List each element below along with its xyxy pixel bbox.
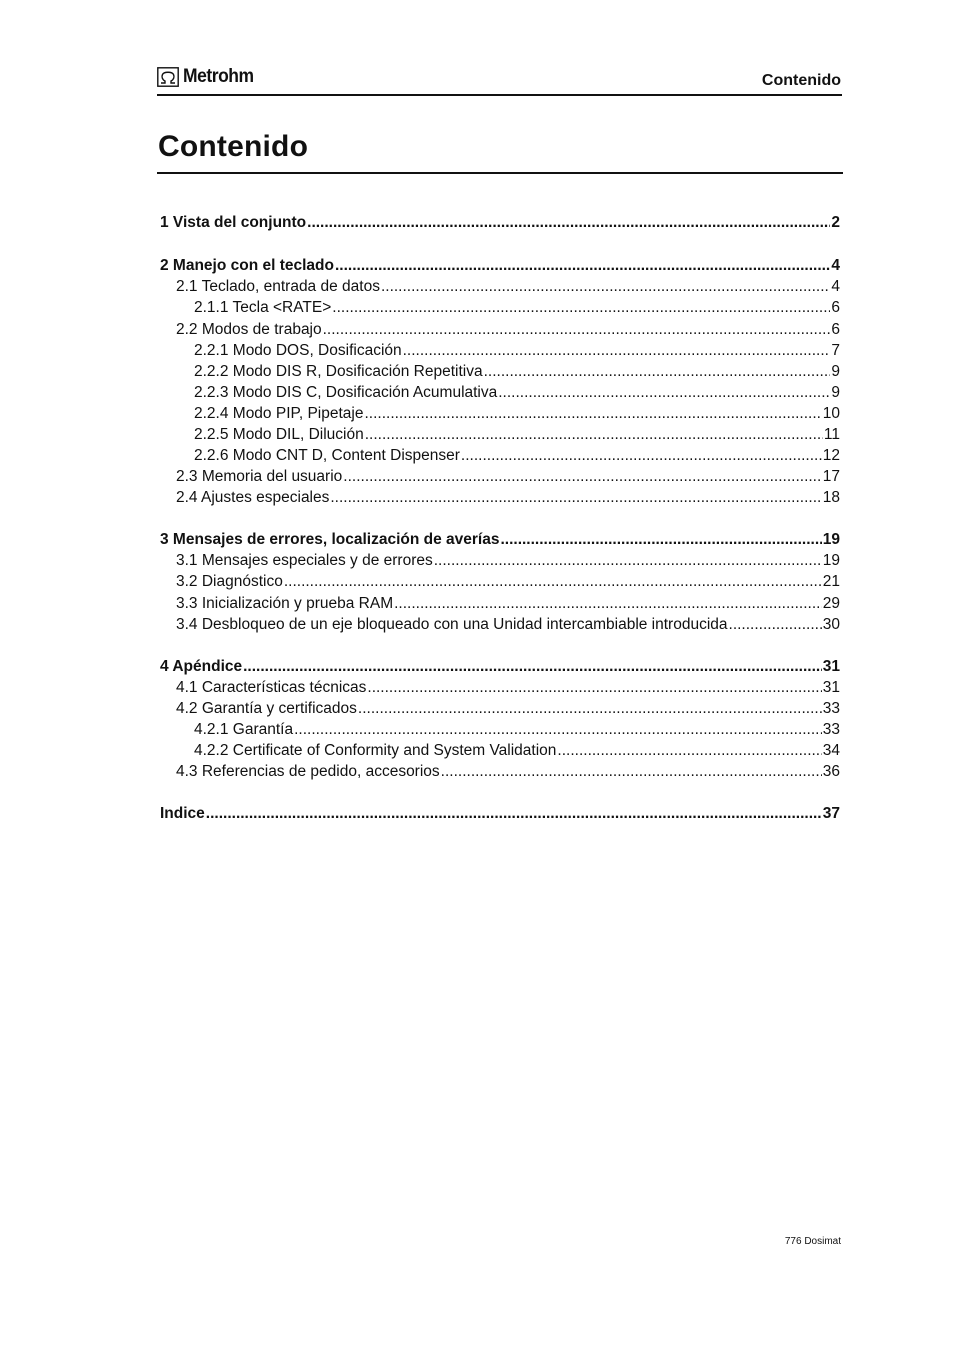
- toc-dot-leader: [335, 256, 830, 276]
- toc-entry[interactable]: [176, 762, 840, 782]
- page-header: [157, 64, 842, 96]
- toc-entry-label: 4.2.2 Certificate of Conformity and System Validation: [194, 742, 557, 759]
- toc-entry-label: 2.3 Memoria del usuario: [176, 468, 343, 485]
- toc-entry-label: 2.2.6 Modo CNT D, Content Dispenser: [194, 447, 460, 464]
- header-section-title: Contenido: [761, 72, 841, 89]
- toc-page-number: 31: [822, 658, 840, 675]
- toc-dot-leader: [365, 425, 823, 445]
- toc-entry[interactable]: [176, 678, 840, 698]
- toc-dot-leader: [381, 277, 830, 297]
- metrohm-logo: [157, 66, 260, 88]
- toc-dot-leader: [343, 467, 821, 487]
- toc-entry[interactable]: [194, 720, 840, 740]
- toc-entry[interactable]: [160, 256, 840, 276]
- toc-entry-label: 2.2.1 Modo DOS, Dosificación: [194, 342, 402, 359]
- toc-dot-leader: [330, 488, 821, 508]
- toc-page-number: 19: [822, 531, 840, 548]
- toc-page-number: 6: [831, 321, 840, 338]
- toc-dot-leader: [294, 720, 822, 740]
- toc-dot-leader: [364, 404, 821, 424]
- toc-page-number: 18: [822, 489, 840, 506]
- toc-dot-leader: [206, 804, 822, 824]
- toc-entry[interactable]: [194, 383, 840, 403]
- toc-page-number: 17: [822, 468, 840, 485]
- toc-page-number: 10: [822, 405, 840, 422]
- toc-page-number: 11: [823, 426, 840, 443]
- toc-entry-label: 4.2 Garantía y certificados: [176, 700, 357, 717]
- toc-entry-label: 2.2 Modos de trabajo: [176, 321, 322, 338]
- toc-page-number: 19: [822, 552, 840, 569]
- page-footer: 776 Dosimat: [784, 1236, 841, 1247]
- toc-entry[interactable]: [176, 277, 840, 297]
- toc-page-number: 9: [831, 384, 840, 401]
- toc-dot-leader: [434, 551, 822, 571]
- toc-entry-label: 4.3 Referencias de pedido, accesorios: [176, 763, 440, 780]
- toc-page-number: 12: [822, 447, 840, 464]
- toc-page-number: 2: [831, 214, 840, 231]
- toc-dot-leader: [498, 383, 830, 403]
- toc-entry-label: 3 Mensajes de errores, localización de averías: [160, 531, 500, 548]
- toc-page-number: 6: [831, 299, 840, 316]
- toc-dot-leader: [729, 615, 822, 635]
- toc-dot-leader: [500, 530, 821, 550]
- toc-entry-label: 3.4 Desbloqueo de un eje bloqueado con una Unidad intercambiable introducida: [176, 616, 728, 633]
- toc-entry[interactable]: [194, 741, 840, 761]
- toc-page-number: 9: [831, 363, 840, 380]
- page-title: Contenido: [158, 130, 309, 163]
- toc-page-number: 33: [822, 721, 840, 738]
- toc-entry[interactable]: [176, 615, 840, 635]
- toc-entry[interactable]: [160, 657, 840, 677]
- toc-dot-leader: [484, 362, 831, 382]
- toc-dot-leader: [243, 657, 822, 677]
- toc-page-number: 37: [822, 805, 840, 822]
- toc-entry-label: 2.1.1 Tecla <RATE>: [194, 299, 332, 316]
- toc-entry[interactable]: [160, 804, 840, 824]
- toc-entry[interactable]: [176, 699, 840, 719]
- toc-dot-leader: [307, 213, 830, 233]
- toc-entry[interactable]: [160, 213, 840, 233]
- toc-page-number: 30: [822, 616, 840, 633]
- toc-entry-label: 1 Vista del conjunto: [160, 214, 307, 231]
- toc-entry-label: 2.2.2 Modo DIS R, Dosificación Repetitiva: [194, 363, 483, 380]
- toc-entry-label: 2.4 Ajustes especiales: [176, 489, 330, 506]
- toc-page-number: 31: [822, 679, 840, 696]
- toc-entry[interactable]: [176, 594, 840, 614]
- toc-dot-leader: [358, 699, 822, 719]
- toc-page-number: 36: [822, 763, 840, 780]
- title-divider: [157, 172, 843, 174]
- toc-entry[interactable]: [160, 530, 840, 550]
- toc-page-number: 33: [822, 700, 840, 717]
- toc-entry-label: 4.1 Características técnicas: [176, 679, 367, 696]
- toc-entry[interactable]: [194, 404, 840, 424]
- toc-entry[interactable]: [194, 362, 840, 382]
- toc-dot-leader: [367, 678, 821, 698]
- toc-entry[interactable]: [176, 572, 840, 592]
- toc-entry[interactable]: [194, 446, 840, 466]
- toc-dot-leader: [557, 741, 821, 761]
- toc-page-number: 34: [822, 742, 840, 759]
- toc-entry[interactable]: [194, 425, 840, 445]
- toc-entry[interactable]: [176, 551, 840, 571]
- toc-page-number: 4: [831, 257, 840, 274]
- toc-dot-leader: [403, 341, 831, 361]
- toc-dot-leader: [332, 298, 830, 318]
- toc-entry[interactable]: [176, 467, 840, 487]
- toc-entry[interactable]: [176, 488, 840, 508]
- toc-page-number: 4: [831, 278, 840, 295]
- toc-page-number: 7: [831, 342, 840, 359]
- toc-dot-leader: [323, 320, 831, 340]
- toc-dot-leader: [441, 762, 822, 782]
- omega-logo-icon: [157, 67, 179, 87]
- toc-entry-label: 2.2.4 Modo PIP, Pipetaje: [194, 405, 364, 422]
- toc-entry-label: 3.1 Mensajes especiales y de errores: [176, 552, 433, 569]
- toc-page-number: 29: [822, 595, 840, 612]
- toc-dot-leader: [394, 594, 822, 614]
- toc-entry-label: 2.2.3 Modo DIS C, Dosificación Acumulativa: [194, 384, 498, 401]
- toc-entry-label: 2 Manejo con el teclado: [160, 257, 334, 274]
- toc-entry-label: 4 Apéndice: [160, 658, 243, 675]
- logo-text: Metrohm: [183, 66, 254, 87]
- toc-entry[interactable]: [194, 298, 840, 318]
- toc-entry-label: Indice: [160, 805, 205, 822]
- toc-entry-label: 3.2 Diagnóstico: [176, 573, 283, 590]
- toc-entry-label: 3.3 Inicialización y prueba RAM: [176, 595, 394, 612]
- toc-entry-label: 2.2.5 Modo DIL, Dilución: [194, 426, 364, 443]
- toc-page-number: 21: [822, 573, 840, 590]
- toc-dot-leader: [461, 446, 822, 466]
- toc-entry[interactable]: [176, 320, 840, 340]
- toc-entry-label: 2.1 Teclado, entrada de datos: [176, 278, 380, 295]
- toc-dot-leader: [284, 572, 822, 592]
- toc-entry-label: 4.2.1 Garantía: [194, 721, 294, 738]
- toc-entry[interactable]: [194, 341, 840, 361]
